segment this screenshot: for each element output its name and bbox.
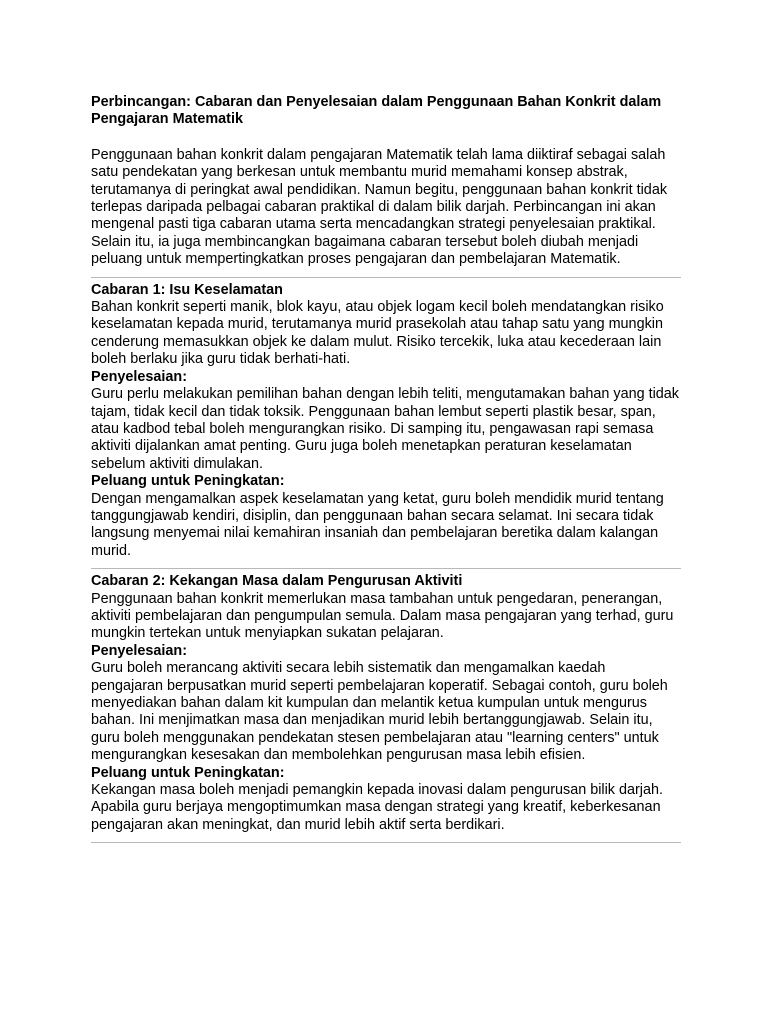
document-title: Perbincangan: Cabaran dan Penyelesaian dalam Penggunaan Bahan Konkrit dalam Pengajaran Matematik [91,94,662,128]
opportunity-label: Peluang untuk Peningkatan: [91,473,285,490]
solution-label: Penyelesaian: [91,368,187,385]
section-divider [91,277,681,278]
section-challenge-2 [91,573,681,834]
intro-paragraph: Penggunaan bahan konkrit dalam pengajaran Matematik telah lama diiktiraf sebagai salah satu pendekatan yang berkesan untuk membantu murid memahami konsep abstrak, terutamanya di peringkat awal pendidikan. Namun begitu, penggunaan bahan konkrit tidak terlepas daripada pelbagai cabaran praktikal di dalam bilik darjah. Perbincangan ini akan mengenal pasti tiga cabaran utama serta mencadangkan strategi penyelesaian praktikal. Selain itu, ia juga membincangkan bagaimana cabaran tersebut boleh diubah menjadi peluang untuk mempertingkatkan proses pengajaran dan pembelajaran Matematik. [91,146,668,268]
challenge-paragraph: Bahan konkrit seperti manik, blok kayu, atau objek logam kecil boleh mendatangkan risiko keselamatan kepada murid, terutamanya murid prasekolah atau tahap satu yang mungkin cenderung memasukkan objek ke dalam mulut. Risiko tercekik, luka atau kecederaan lain boleh berlaku jika guru tidak berhati-hati. [91,299,664,368]
challenge-paragraph: Penggunaan bahan konkrit memerlukan masa tambahan untuk pengedaran, penerangan, aktiviti pembelajaran dan pengumpulan semula. Dalam masa pengajaran yang terhad, guru mungkin tertekan untuk menyiapkan sukatan pelajaran. [91,590,674,642]
section-divider [91,842,681,843]
section-heading: Cabaran 2: Kekangan Masa dalam Pengurusan Aktiviti [91,573,463,590]
section-heading: Cabaran 1: Isu Keselamatan [91,281,283,298]
opportunity-paragraph: Dengan mengamalkan aspek keselamatan yang ketat, guru boleh mendidik murid tentang tanggungjawab kendiri, disiplin, dan penggunaan bahan secara selamat. Ini secara tidak langsung menyemai nilai kemahiran insaniah dan pembelajaran beretika dalam kalangan murid. [91,490,664,559]
document-page [91,94,681,847]
opportunity-paragraph: Kekangan masa boleh menjadi pemangkin kepada inovasi dalam pengurusan bilik darjah. Apabila guru berjaya mengoptimumkan masa dengan strategi yang kreatif, keberkesanan pengajaran akan meningkat, dan murid lebih aktif serta berdikari. [91,782,663,833]
section-challenge-1 [91,282,681,561]
section-divider [91,568,681,569]
solution-paragraph: Guru perlu melakukan pemilihan bahan dengan lebih teliti, mengutamakan bahan yang tidak tajam, tidak kecil dan tidak toksik. Penggunaan bahan lembut seperti plastik besar, span, atau kadbod tebal boleh mengurangkan risiko. Di samping itu, pengawasan rapi semasa aktiviti dijalankan amat penting. Guru juga boleh menetapkan peraturan keselamatan sebelum aktiviti dimulakan. [91,386,680,472]
solution-paragraph: Guru boleh merancang aktiviti secara lebih sistematik dan mengamalkan kaedah pengajaran berpusatkan murid seperti pembelajaran koperatif. Sebagai contoh, guru boleh menyediakan bahan dalam kit kumpulan dan melantik ketua kumpulan untuk mengurus bahan. Ini menjimatkan masa dan menjadikan murid lebih bertanggungjawab. Selain itu, guru boleh menggunakan pendekatan stesen pembelajaran atau "learning centers" untuk mengurangkan kesesakan dan membolehkan pengurusan masa lebih efisien. [91,660,668,764]
opportunity-label: Peluang untuk Peningkatan: [91,764,285,781]
solution-label: Penyelesaian: [91,642,187,659]
